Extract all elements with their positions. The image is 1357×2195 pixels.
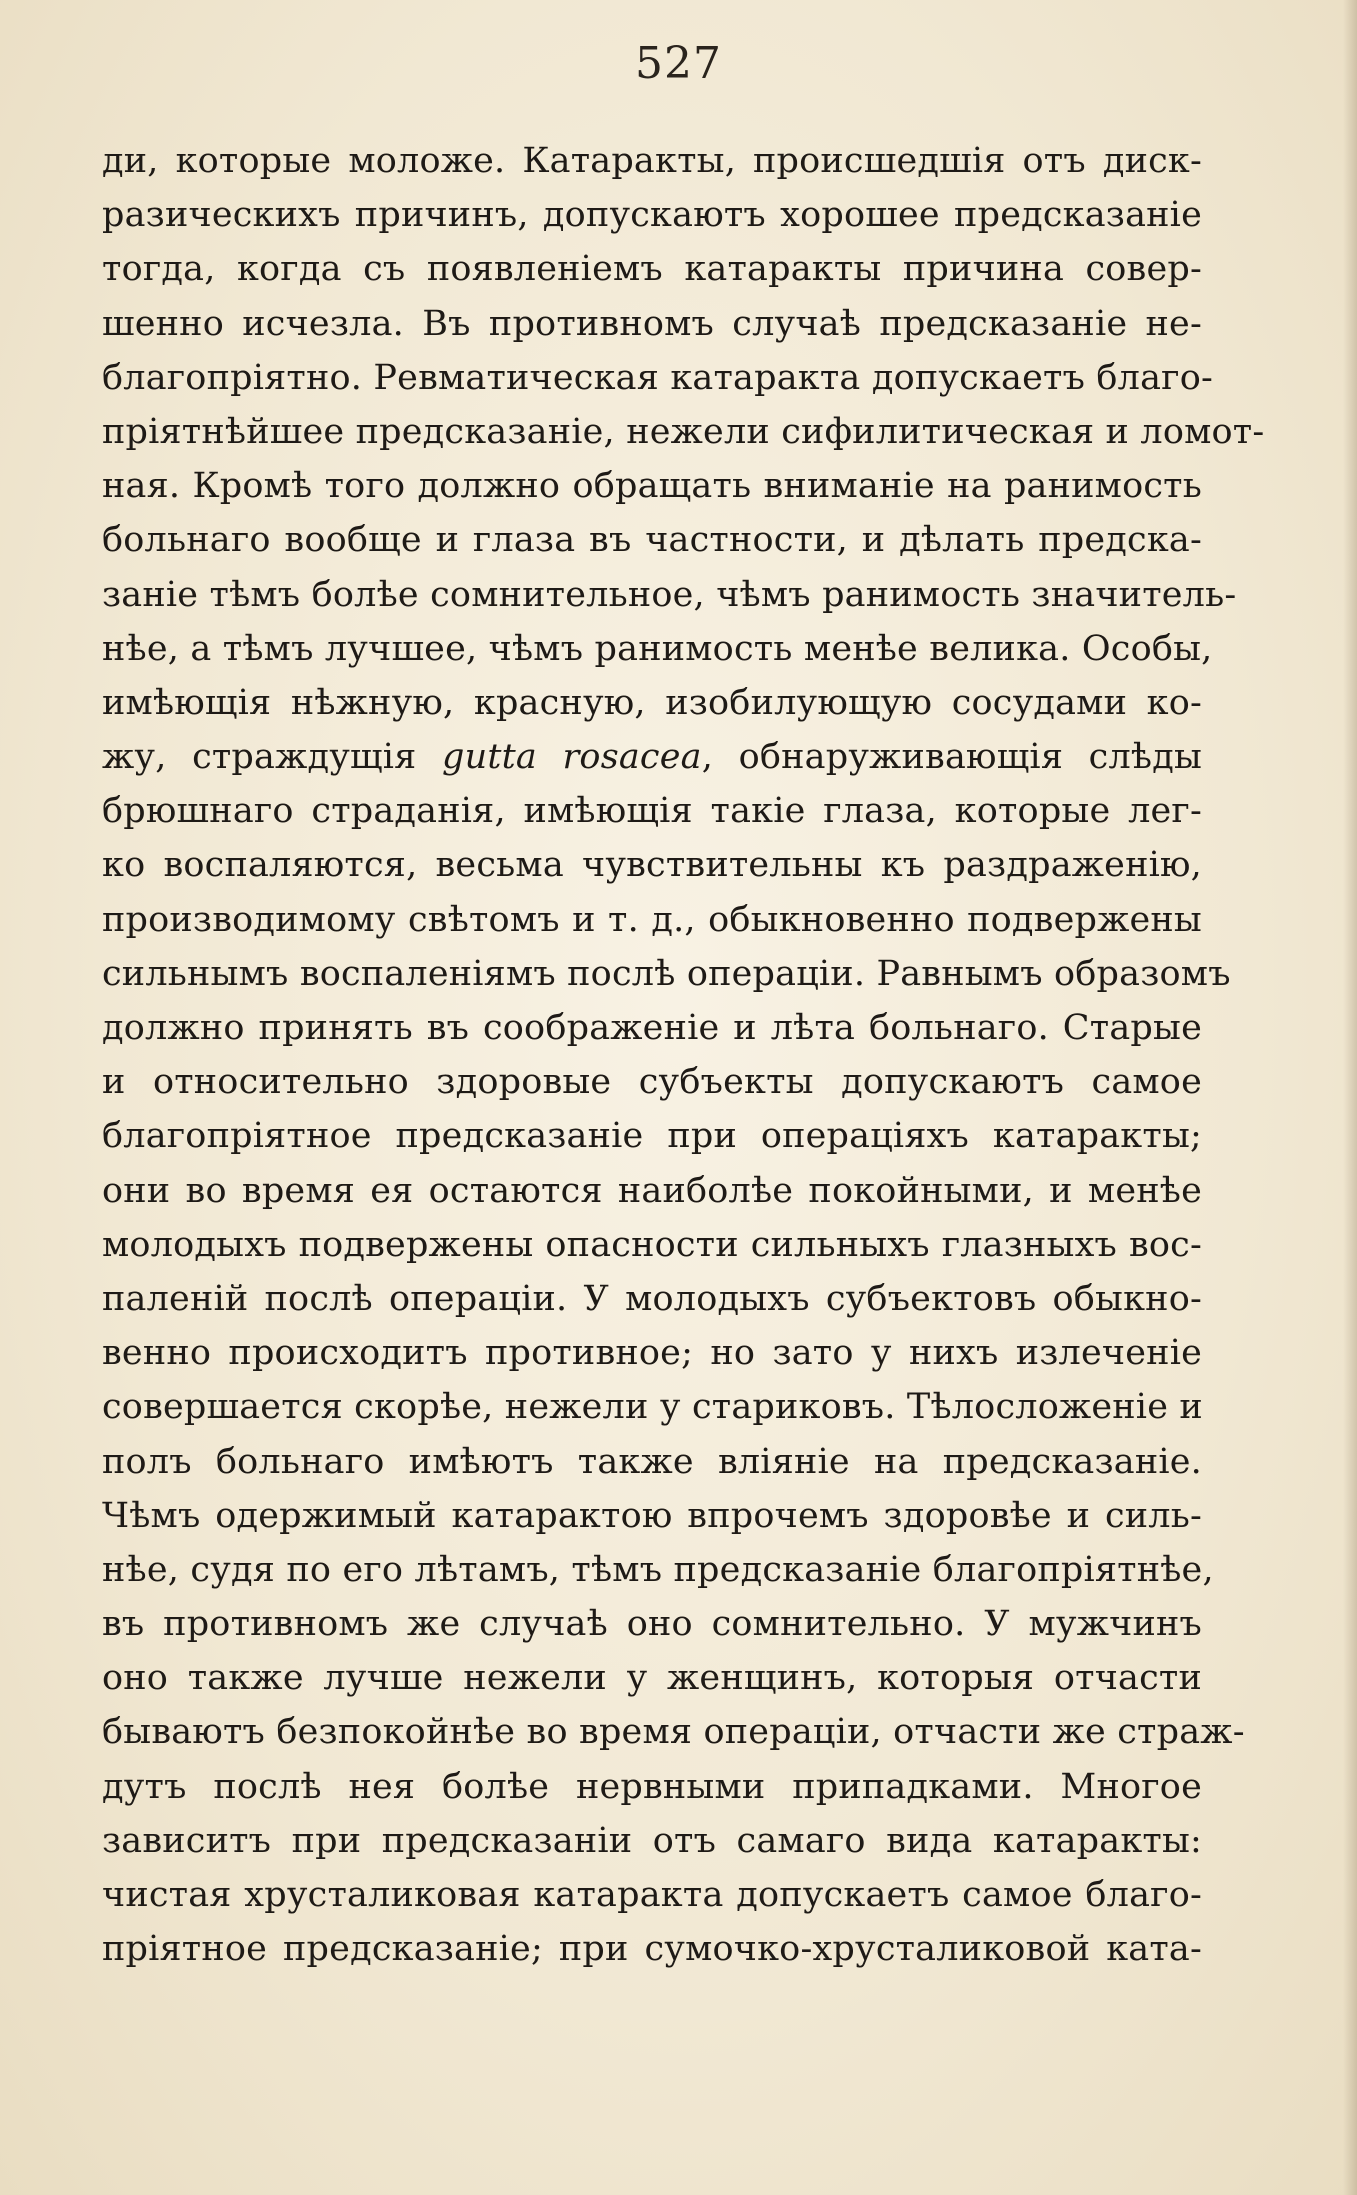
text-line: и относительно здоровые субъекты допускаютъ самое [102,1062,1202,1103]
text-line: ди, которые моложе. Катаракты, происшедшія отъ диск- [102,141,1202,181]
text-line: производимому свѣтомъ и т. д., обыкновенно подвержены [102,899,1202,940]
text-line: Чѣмъ одержимый катарактою впрочемъ здоровѣе и силь- [102,1495,1202,1536]
text-line: они во время ея остаются наиболѣе покойными, и менѣе [102,1170,1202,1211]
text-line: заніе тѣмъ болѣе сомнительное, чѣмъ ранимость значитель- [102,574,1237,615]
text-line: нѣе, а тѣмъ лучшее, чѣмъ ранимость менѣе велика. Особы, [102,628,1213,669]
text-line: совершается скорѣе, нежели у стариковъ. Тѣлосложеніе и [102,1387,1203,1428]
text-line: сильнымъ воспаленіямъ послѣ операціи. Равнымъ образомъ [102,953,1231,994]
text-line: шенно исчезла. Въ противномъ случаѣ предсказаніе не- [102,303,1202,344]
text-line: разическихъ причинъ, допускаютъ хорошее предсказаніе [102,195,1202,236]
text-line: больнаго вообще и глаза въ частности, и дѣлать предска- [102,520,1202,561]
page-number: 527 [635,38,722,89]
text-line: имѣющія нѣжную, красную, изобилующую сосудами ко- [102,682,1202,723]
page-edge-shadow [1343,0,1357,2195]
text-line: нѣе, судя по его лѣтамъ, тѣмъ предсказаніе благопріятнѣе, [102,1549,1214,1590]
text-line: зависитъ при предсказаніи отъ самаго вида катаракты: [102,1820,1202,1861]
text-line: благопріятное предсказаніе при операціяхъ катаракты; [102,1116,1202,1157]
latin-term-gutta-rosacea: gutta rosacea [442,737,702,778]
text-line: молодыхъ подвержены опасности сильныхъ глазныхъ вос- [102,1224,1202,1265]
text-line: въ противномъ же случаѣ оно сомнительно. У мужчинъ [102,1604,1202,1645]
text-line: бываютъ безпокойнѣе во время операціи, отчасти же страж- [102,1712,1245,1753]
text-line: венно происходитъ противное; но зато у нихъ излеченіе [102,1333,1202,1374]
text-line: дутъ послѣ нея болѣе нервными припадками. Многое [102,1766,1202,1807]
body-text [102,134,1265,1976]
text-line: брюшнаго страданія, имѣющія такіе глаза, которые лег- [102,791,1202,832]
text-line: полъ больнаго имѣютъ также вліяніе на предсказаніе. [102,1441,1202,1482]
text-line: пріятное предсказаніе; при сумочко-хрусталиковой ката- [102,1929,1202,1970]
text-line: благопріятно. Ревматическая катаракта допускаетъ благо- [102,357,1213,398]
text-line: тогда, когда съ появленіемъ катаракты причина совер- [102,249,1202,290]
text-line: паленій послѣ операціи. У молодыхъ субъектовъ обыкно- [102,1278,1202,1319]
text-line: ко воспаляются, весьма чувствительны къ раздраженію, [102,845,1202,886]
line-text-before-term: жу, страждущія [102,737,443,778]
text-line: ная. Кромѣ того должно обращать вниманіе на ранимость [102,466,1202,507]
text-line: оно также лучше нежели у женщинъ, которыя отчасти [102,1658,1202,1699]
text-line-with-latin-term [102,730,1202,784]
text-line: чистая хрусталиковая катаракта допускаетъ самое благо- [102,1875,1202,1915]
text-line: пріятнѣйшее предсказаніе, нежели сифилитическая и ломот- [102,411,1265,452]
line-text-after-term: , обнаруживающія слѣды [701,737,1203,778]
text-line: должно принять въ соображеніе и лѣта больнаго. Старые [102,1008,1202,1048]
